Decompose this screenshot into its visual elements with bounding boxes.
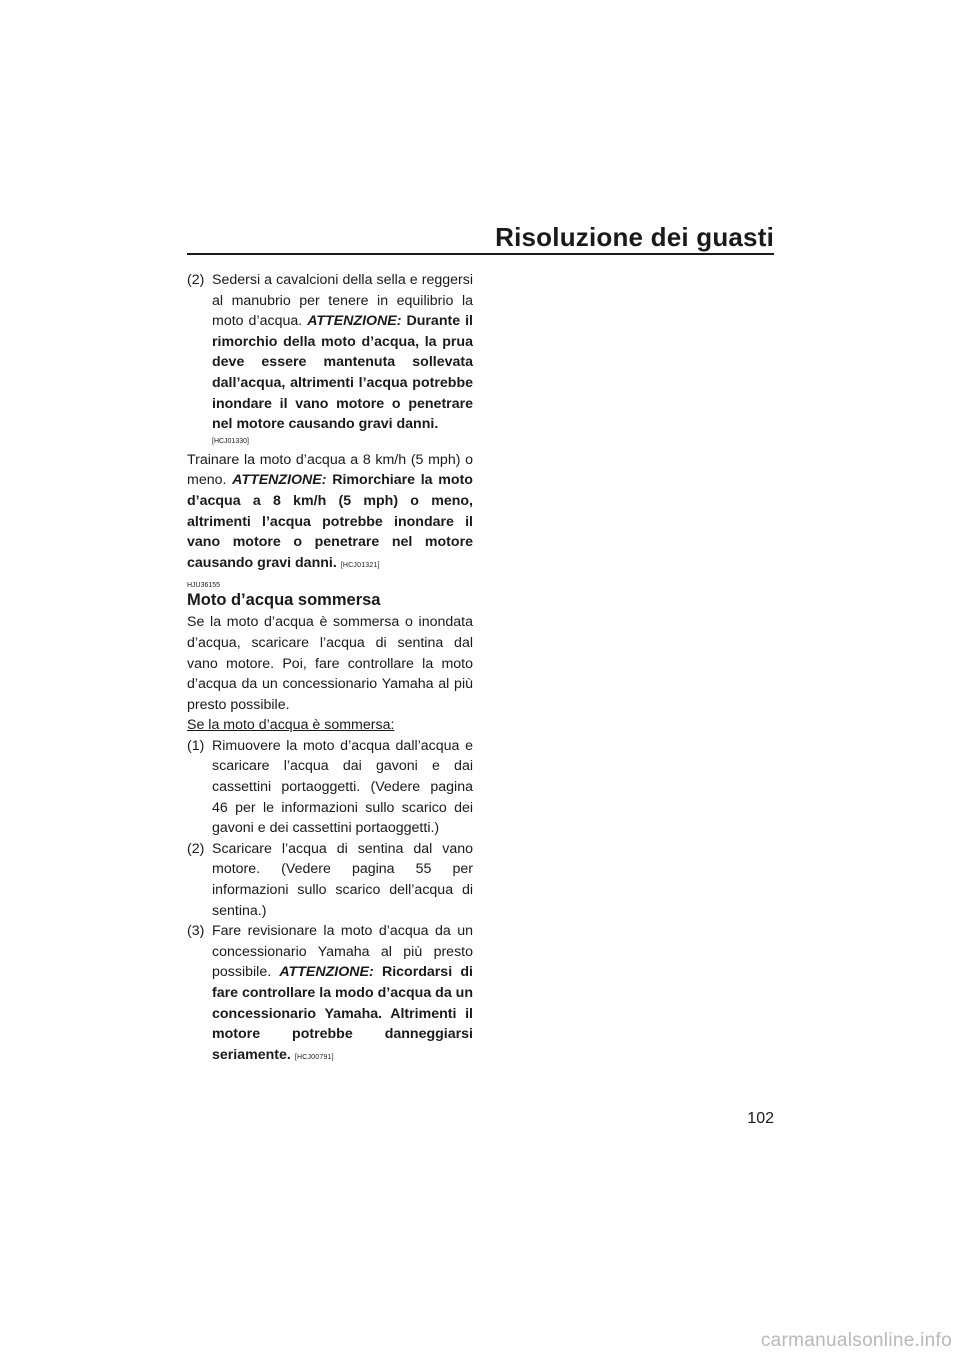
towing-step-2 [187,270,473,435]
section-subheading: Se la moto d’acqua è sommersa: [187,717,395,734]
reference-code: [HCJ00791] [294,1053,334,1061]
section-code: HJU36155 [187,582,221,590]
submerged-step-3 [187,921,473,1068]
section-title: Moto d’acqua sommersa [187,591,381,610]
step-number: (2) [187,272,205,288]
towing-speed-paragraph: Trainare la moto d’acqua a 8 km/h (5 mph) o meno. ATTENZIONE: Rimorchiare la moto d’acqua a 8 km/h (5 mph) o meno, altrimenti l’acqua potrebbe inondare il vano motore o penetrare nel motore causando gravi danni. [HCJ01321] [187,451,473,571]
step-text: Fare revisionare la moto d’acqua da un concessionario Yamaha al più presto possibile. ATTENZIONE: Ricordarsi di fare controllare la modo d’acqua da un concessionario Yamaha. Altrimenti il motore potrebbe danneggiarsi seriamente. [HCJ00791] [212,923,473,1063]
header-divider [187,253,774,255]
submerged-step-1 [187,736,473,839]
reference-code: [HCJ01321] [340,561,380,569]
step-text: Sedersi a cavalcioni della sella e reggersi al manubrio per tenere in equilibrio la moto d’acqua. ATTENZIONE: Durante il rimorchio della moto d’acqua, la prua deve essere mantenuta sollevata dall’acqua, altrimenti l’acqua potrebbe inondare il vano motore o penetrare nel motore causando gravi danni. [212,272,473,433]
page-number: 102 [747,1110,774,1127]
step-text: Rimuovere la moto d’acqua dall’acqua e scaricare l’acqua dai gavoni e dai cassettini portaoggetti. (Vedere pagina 46 per le informazioni sullo scarico dei gavoni e dei cassettini portaoggetti.) [212,737,473,837]
submerged-step-2 [187,839,473,921]
attention-text: Rimorchiare la moto d’acqua a 8 km/h (5 mph) o meno, altrimenti l’acqua potrebbe inondare il vano motore o penetrare nel motore causando gravi danni. [187,472,473,571]
step-number: (2) [187,840,205,857]
section-intro: Se la moto d’acqua è sommersa o inondata d’acqua, scaricare l’acqua di sentina dal vano motore. Poi, fare controllare la moto d’acqua da un concessionario Yamaha al più presto possibile. [187,614,473,713]
attention-label: ATTENZIONE: [307,313,402,330]
attention-label: ATTENZIONE: [232,472,327,489]
reference-code: [HCJ01330] [212,437,249,445]
step-number: (1) [187,737,205,754]
attention-text: Durante il rimorchio della moto d’acqua, la prua deve essere mantenuta sollevata dall’acqua, altrimenti l’acqua potrebbe inondare il vano motore o penetrare nel motore causando gravi danni. [212,313,473,433]
step-number: (3) [187,923,205,940]
attention-label: ATTENZIONE: [279,964,374,981]
attention-text: Ricordarsi di fare controllare la modo d’acqua da un concessionario Yamaha. Altrimenti il motore potrebbe danneggiarsi seriamente. [212,964,473,1063]
step-text: Scaricare l’acqua di sentina dal vano motore. (Vedere pagina 55 per informazioni sullo scarico dell’acqua di sentina.) [212,840,473,919]
page-header-title: Risoluzione dei guasti [495,222,774,252]
watermark: carmanualsonline.info [760,1330,952,1351]
content-column [187,270,473,1068]
